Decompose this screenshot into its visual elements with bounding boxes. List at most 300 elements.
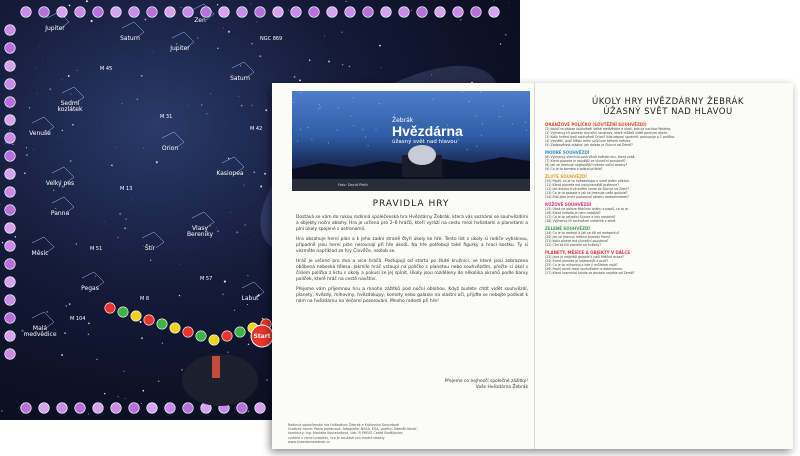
star xyxy=(411,10,412,11)
task-line: (17) Co je to zatmění Slunce a kdy nastává? xyxy=(545,215,616,219)
star xyxy=(150,260,151,261)
task-line: (3) Kolik hvězd tvoří souhvězdí Orion? Kdo odpoví správně, postupuje o 2 políčka. xyxy=(545,135,676,139)
track-cell xyxy=(5,277,16,288)
star xyxy=(14,236,16,238)
star xyxy=(469,101,470,102)
track-cell xyxy=(453,7,464,18)
task-line: (20) Jak se jmenují měsíce planety Mars? xyxy=(545,235,611,239)
star xyxy=(241,105,243,107)
star xyxy=(88,323,90,325)
star xyxy=(224,281,226,283)
track-cell xyxy=(309,7,320,18)
path-stop xyxy=(196,331,206,341)
star xyxy=(55,208,56,209)
object-label: M 45 xyxy=(100,66,113,72)
track-cell xyxy=(39,7,50,18)
star xyxy=(254,172,255,173)
task-line: (27) Která kosmická sonda se dostala nejdále od Země? xyxy=(545,271,635,275)
constellation-label: Jupiter xyxy=(170,45,190,52)
star xyxy=(210,93,211,94)
star xyxy=(368,145,369,146)
task-line: (9) Co je to kometa a odkud přilétá? xyxy=(545,167,603,171)
constellation-label: Zen xyxy=(194,17,206,24)
track-cell xyxy=(5,187,16,198)
star xyxy=(217,230,219,232)
observatory-photo xyxy=(292,91,530,191)
track-cell xyxy=(111,7,122,18)
star xyxy=(525,122,526,123)
star xyxy=(183,147,184,148)
star xyxy=(12,144,13,145)
track-cell xyxy=(93,7,104,18)
star xyxy=(53,190,55,192)
star xyxy=(217,48,218,49)
start-label: Start xyxy=(253,333,271,340)
star xyxy=(33,149,34,150)
task-line: (8) Jak se jmenuje nejjasnější hvězda noční oblohy? xyxy=(545,163,628,167)
star xyxy=(88,413,89,414)
track-cell xyxy=(5,205,16,216)
star xyxy=(338,107,339,108)
star xyxy=(49,88,51,90)
path-stop xyxy=(222,331,232,341)
task-section-heading: RŮŽOVÉ SOUHVĚZDÍ xyxy=(545,202,592,207)
task-line: (2) Vyjmenuj tři planety sluneční soustavy, které můžeš vidět pouhým okem. xyxy=(545,131,668,135)
left-page xyxy=(272,83,534,449)
star xyxy=(337,129,338,130)
star xyxy=(86,0,88,2)
star xyxy=(24,172,26,174)
star xyxy=(68,75,70,77)
star xyxy=(61,79,62,80)
star xyxy=(353,97,354,98)
star xyxy=(244,224,246,226)
star xyxy=(265,109,267,111)
star xyxy=(236,231,238,233)
path-stop xyxy=(209,335,219,345)
star xyxy=(228,31,230,33)
task-line: (13) Co je to galaxie a jak se jmenuje naše galaxie? xyxy=(545,191,628,195)
star xyxy=(26,154,27,155)
star xyxy=(376,129,377,130)
star xyxy=(379,103,380,104)
star xyxy=(324,36,325,37)
rules-body xyxy=(296,215,528,309)
star xyxy=(288,10,289,11)
star xyxy=(293,102,294,103)
star xyxy=(322,42,323,43)
star xyxy=(69,303,70,304)
constellation-label: Sedmi xyxy=(60,100,80,107)
star xyxy=(328,60,330,62)
star xyxy=(69,5,71,7)
task-line: (6) Vyjmenuj všechna souhvězdí zvěrokruhu, která znáš. xyxy=(545,155,636,159)
signature: Přejeme co nejhezčí společné zážitky! Vaše Hvězdárna Žebrák xyxy=(444,379,528,390)
star xyxy=(143,390,145,392)
task-line: (4) Vysvětli, proč Měsíc mění svůj tvar během měsíce. xyxy=(545,139,632,143)
star xyxy=(262,318,263,319)
constellation-label: Orion xyxy=(161,145,179,152)
star xyxy=(111,164,113,166)
task-line: (12) Jak dlouho trvá světlu cesta ze Slunce na Zemi? xyxy=(545,187,629,191)
star xyxy=(341,32,342,33)
star xyxy=(201,104,202,105)
star xyxy=(499,116,500,117)
constellation-label: medvědice xyxy=(23,331,57,338)
tasks-title: ÚKOLY HRY HVĚZDÁRNY ŽEBRÁK ÚŽASNÝ SVĚT NAD HLAVOU xyxy=(592,97,744,117)
constellation-label: Pegas xyxy=(81,285,99,292)
path-stop xyxy=(183,327,193,337)
logo-tagline: úžasný svět nad hlavou xyxy=(392,139,458,145)
track-cell xyxy=(255,7,266,18)
object-label: M 42 xyxy=(250,126,263,132)
object-label: M 13 xyxy=(120,186,133,192)
star xyxy=(116,147,117,148)
colophon: Rodinná společenská hra Hvězdárny Žebrák a Království Sasvidové Grafický návrh: Pavla Jordánová, fotografie: NASA, ESA, grafiky: Zdeněk Kovář, korektury: Ing. Markéta Kouteckáová, tisk: R PRESS České Budějovice, vydáno v rámci projektu, hra je součástí pro modré oblohy www.hvezdarnazebrak.cz xyxy=(288,423,418,444)
track-cell xyxy=(5,61,16,72)
star xyxy=(320,107,321,108)
track-cell xyxy=(5,151,16,162)
track-cell xyxy=(5,79,16,90)
task-section-heading: ZELENÉ SOUHVĚZDÍ xyxy=(545,226,590,231)
track-cell xyxy=(201,7,212,18)
track-cell xyxy=(417,7,428,18)
task-sections xyxy=(545,119,787,275)
star xyxy=(255,235,256,236)
track-cell xyxy=(183,403,194,414)
star xyxy=(222,294,224,296)
star xyxy=(460,19,462,21)
logo-main-text: Hvězdárna xyxy=(392,123,463,139)
star xyxy=(42,60,43,61)
star xyxy=(123,371,124,372)
star xyxy=(88,334,89,335)
star xyxy=(311,139,312,140)
constellation-label: Jupiter xyxy=(45,25,65,32)
star xyxy=(309,59,311,61)
star xyxy=(467,149,468,150)
rules-paragraph: Přejeme vám příjemnou hru a mnoho zážitků pod noční oblohou. Když budete chtít vidět souhvězdí, planety, hvězdy, mlhoviny, hvězdokupy, komety nebo galaxie na vlastní oči, přijďte se nebojte podívat k nám na hvězdárnu na Večerní pozorování. Mnoho radosti při hře! xyxy=(296,287,528,304)
track-cell xyxy=(237,7,248,18)
star xyxy=(411,57,412,58)
object-label: M 31 xyxy=(160,114,173,120)
foreground xyxy=(292,179,530,191)
star xyxy=(433,99,434,100)
path-stop xyxy=(157,319,167,329)
constellation-label: Bereniky xyxy=(186,231,214,238)
constellation-label: Kasiopea xyxy=(216,170,244,177)
star xyxy=(348,1,349,2)
star xyxy=(61,354,63,356)
track-cell xyxy=(147,403,158,414)
star xyxy=(1,410,3,412)
star xyxy=(117,237,119,239)
object-label: M 104 xyxy=(70,316,86,322)
star xyxy=(77,70,78,71)
star xyxy=(481,135,482,136)
star xyxy=(118,396,119,397)
star xyxy=(156,161,158,163)
track-cell xyxy=(255,403,266,414)
constellation-label: Saturn xyxy=(230,75,250,82)
star xyxy=(143,148,144,149)
star xyxy=(124,227,126,229)
constellation-label: Vlasy xyxy=(191,225,209,232)
path-stop xyxy=(144,315,154,325)
dome-slit xyxy=(212,356,220,378)
track-cell xyxy=(5,169,16,180)
track-cell xyxy=(165,7,176,18)
track-cell xyxy=(5,313,16,324)
track-cell xyxy=(345,7,356,18)
task-section-heading: ORANŽOVÉ POLÍČKO (SOUTĚŽNÍ SOUHVĚZDÍ) xyxy=(545,122,647,127)
star xyxy=(125,398,126,399)
star xyxy=(136,99,138,101)
star xyxy=(307,127,308,128)
photo-credit: Foto: David Pleth xyxy=(338,183,368,187)
star xyxy=(482,123,483,124)
track-cell xyxy=(5,115,16,126)
track-cell xyxy=(381,7,392,18)
track-cell xyxy=(435,7,446,18)
track-cell xyxy=(471,7,482,18)
track-cell xyxy=(57,7,68,18)
star xyxy=(37,93,38,94)
star xyxy=(462,92,463,93)
star xyxy=(458,54,459,55)
star xyxy=(247,304,248,305)
constellation-label: Saturn xyxy=(120,35,140,42)
track-cell xyxy=(291,7,302,18)
star xyxy=(362,129,363,130)
task-section-heading: ŽLUTÉ SOUHVĚZDÍ xyxy=(545,174,587,179)
star xyxy=(494,0,495,1)
track-cell xyxy=(273,7,284,18)
star xyxy=(95,276,96,277)
star xyxy=(70,93,71,94)
task-section-heading: PLANETY, MĚSÍCE A OBJEKTY V DÁLCE xyxy=(545,250,631,255)
path-stop xyxy=(105,303,115,313)
star xyxy=(243,185,244,186)
track-cell xyxy=(93,403,104,414)
star xyxy=(228,351,229,352)
star xyxy=(240,65,241,66)
object-label: M 51 xyxy=(90,246,103,252)
task-line: (11) Která planeta má nejvýraznější prstence? xyxy=(545,183,619,187)
logo-top-text: Žebrák xyxy=(392,117,414,124)
star xyxy=(342,64,344,66)
star xyxy=(141,75,143,77)
task-section-heading: MODRÉ SOUHVĚZDÍ xyxy=(545,150,590,155)
track-cell xyxy=(5,43,16,54)
task-line: (25) Co je to mlhovina a kde ji můžeme najít? xyxy=(545,263,618,267)
track-cell xyxy=(75,7,86,18)
object-label: M 8 xyxy=(140,296,150,302)
star xyxy=(328,142,329,143)
task-line: (19) Co je to meteor a jak se liší od meteoritu? xyxy=(545,231,620,235)
star xyxy=(64,332,66,334)
track-cell xyxy=(5,331,16,342)
star xyxy=(480,92,481,93)
track-cell xyxy=(5,25,16,36)
star xyxy=(252,105,253,106)
task-line: (7) Která planeta je největší ve sluneční soustavě? xyxy=(545,159,626,163)
star xyxy=(181,7,182,8)
track-cell xyxy=(5,349,16,360)
star xyxy=(247,410,249,412)
track-cell xyxy=(147,7,158,18)
star xyxy=(65,305,67,307)
track-cell xyxy=(489,7,500,18)
observatory-dome xyxy=(408,145,436,165)
rules-title: PRAVIDLA HRY xyxy=(372,199,450,209)
constellation-label: Labuť xyxy=(241,295,259,302)
star xyxy=(475,115,476,116)
track-cell xyxy=(327,7,338,18)
object-label: M 57 xyxy=(200,276,213,282)
star xyxy=(2,242,4,244)
star xyxy=(345,1,346,2)
star xyxy=(181,369,183,371)
star xyxy=(128,317,129,318)
star xyxy=(119,213,121,215)
star xyxy=(366,6,367,7)
task-line: (18) Vyjmenuj tři souhvězdí viditelná v zimě. xyxy=(545,219,617,223)
star xyxy=(300,129,301,130)
track-cell xyxy=(5,259,16,270)
star xyxy=(509,2,510,3)
task-line: (1) Najdi na obloze souhvězdí Velké medvědice a ukaž, kde se nachází Polárka. xyxy=(545,127,672,131)
track-cell xyxy=(399,7,410,18)
star xyxy=(500,43,501,44)
track-cell xyxy=(57,403,68,414)
star xyxy=(46,311,48,313)
star xyxy=(40,370,41,371)
star xyxy=(70,160,72,162)
track-cell xyxy=(5,241,16,252)
star xyxy=(129,203,130,204)
star xyxy=(132,199,133,200)
task-line: (14) Kdo jako první pozoroval oblohu dalekohledem? xyxy=(545,195,629,199)
track-cell xyxy=(129,7,140,18)
star xyxy=(216,227,217,228)
star xyxy=(247,275,248,276)
right-page xyxy=(534,83,793,449)
star xyxy=(158,380,159,381)
star xyxy=(256,21,257,22)
star xyxy=(394,114,395,115)
star xyxy=(152,52,153,53)
star xyxy=(125,218,126,219)
star xyxy=(76,243,77,244)
constellation-label: Panna xyxy=(50,210,70,217)
task-line: (16) Která hvězda je nám nejblíže? xyxy=(545,211,601,215)
star xyxy=(228,158,229,159)
star xyxy=(29,107,30,108)
star xyxy=(294,76,296,78)
track-cell xyxy=(75,403,86,414)
task-line: (23) Jaká je nejbližší galaxie k naší Mléčné dráze? xyxy=(545,255,624,259)
task-line: (22) Čím se liší planeta od hvězdy? xyxy=(545,243,601,247)
track-cell xyxy=(129,403,140,414)
path-stop xyxy=(118,307,128,317)
object-label: NGC 869 xyxy=(260,36,283,42)
star xyxy=(187,105,188,106)
constellation-label: kozlátek xyxy=(57,106,83,113)
star xyxy=(36,68,37,69)
rules-paragraph: Hra obsahuje herní plán a k jeho zadní straně čtyři úkoly ke hře. Tento list s úkoly si rodiče vytisknou, případně jsou herní plán nerovnají při hře úkolů. Na hře potřebují také figurky a hrací kostku. Ty si vezměte například ze hry Člověče, nezlob se. xyxy=(296,237,528,254)
star xyxy=(264,173,266,175)
star xyxy=(0,204,1,205)
rules-paragraph: Dostává se vám do rukou rodinná společenská hra Hvězdárny Žebrák, která vás seznámí se souhvězdími a objekty noční oblohy. Hra je určena pro 2–6 hráčů, kteří vyráží na cestu mezi hvězdami a planetami a plní úkoly spojené s astronomií. xyxy=(296,215,528,232)
star xyxy=(96,359,97,360)
track-cell xyxy=(5,223,16,234)
task-line: (24) Která planeta je nejteplejší a proč? xyxy=(545,259,609,263)
path-stop xyxy=(235,327,245,337)
star xyxy=(121,103,122,104)
star xyxy=(238,96,239,97)
star xyxy=(162,342,163,343)
star xyxy=(349,66,350,67)
star xyxy=(505,34,507,36)
task-line: (10) Popiš, co je to hvězdokupa a uveď jeden příklad. xyxy=(545,179,630,183)
star xyxy=(350,116,351,117)
rules-paragraph: Hráč je určeno pro dva a více hráčů. Postupují od startu po žluté kružnici, ve které jsou zobrazena oblíbená nebeská tělesa. Jakmile hráč vstoupí na políčko s planetou nebo souhvězdím, přečte si úkol s číslem políčka z listu s úkoly a pokusí se jej splnit. Úkoly jsou rozděleny do několika okruhů podle barvy políček, které hráč na cestě navštíví. xyxy=(296,259,528,282)
star xyxy=(87,15,88,16)
star xyxy=(299,80,301,82)
star xyxy=(319,104,320,105)
track-cell xyxy=(237,403,248,414)
star xyxy=(141,403,142,404)
star xyxy=(72,124,74,126)
star xyxy=(179,265,180,266)
track-cell xyxy=(5,133,16,144)
star xyxy=(62,130,63,131)
track-cell xyxy=(21,7,32,18)
star xyxy=(266,379,268,381)
track-cell xyxy=(111,403,122,414)
observatory-logo xyxy=(392,117,463,146)
constellation-label: Měsíc xyxy=(31,250,49,257)
star xyxy=(206,113,207,114)
star xyxy=(476,146,477,147)
track-cell xyxy=(5,295,16,306)
star xyxy=(318,109,319,110)
star xyxy=(506,74,507,75)
task-line: (5) Zodpovědná otázka: jak daleko je Slunce od Země? xyxy=(545,143,633,147)
track-cell xyxy=(165,403,176,414)
star xyxy=(9,129,11,131)
track-cell xyxy=(39,403,50,414)
star xyxy=(145,19,147,21)
star xyxy=(104,221,105,222)
star xyxy=(526,130,527,131)
star xyxy=(353,125,354,126)
star xyxy=(248,344,249,345)
star xyxy=(301,93,302,94)
star xyxy=(58,138,59,139)
path-stop xyxy=(170,323,180,333)
star xyxy=(179,295,180,296)
star xyxy=(223,28,224,29)
star xyxy=(230,212,231,213)
star xyxy=(379,45,381,47)
task-line: (26) Popiš rozdíl mezi souhvězdím a asterismem. xyxy=(545,267,624,271)
star xyxy=(26,147,27,148)
star xyxy=(170,214,171,215)
star xyxy=(365,137,366,138)
track-cell xyxy=(363,7,374,18)
